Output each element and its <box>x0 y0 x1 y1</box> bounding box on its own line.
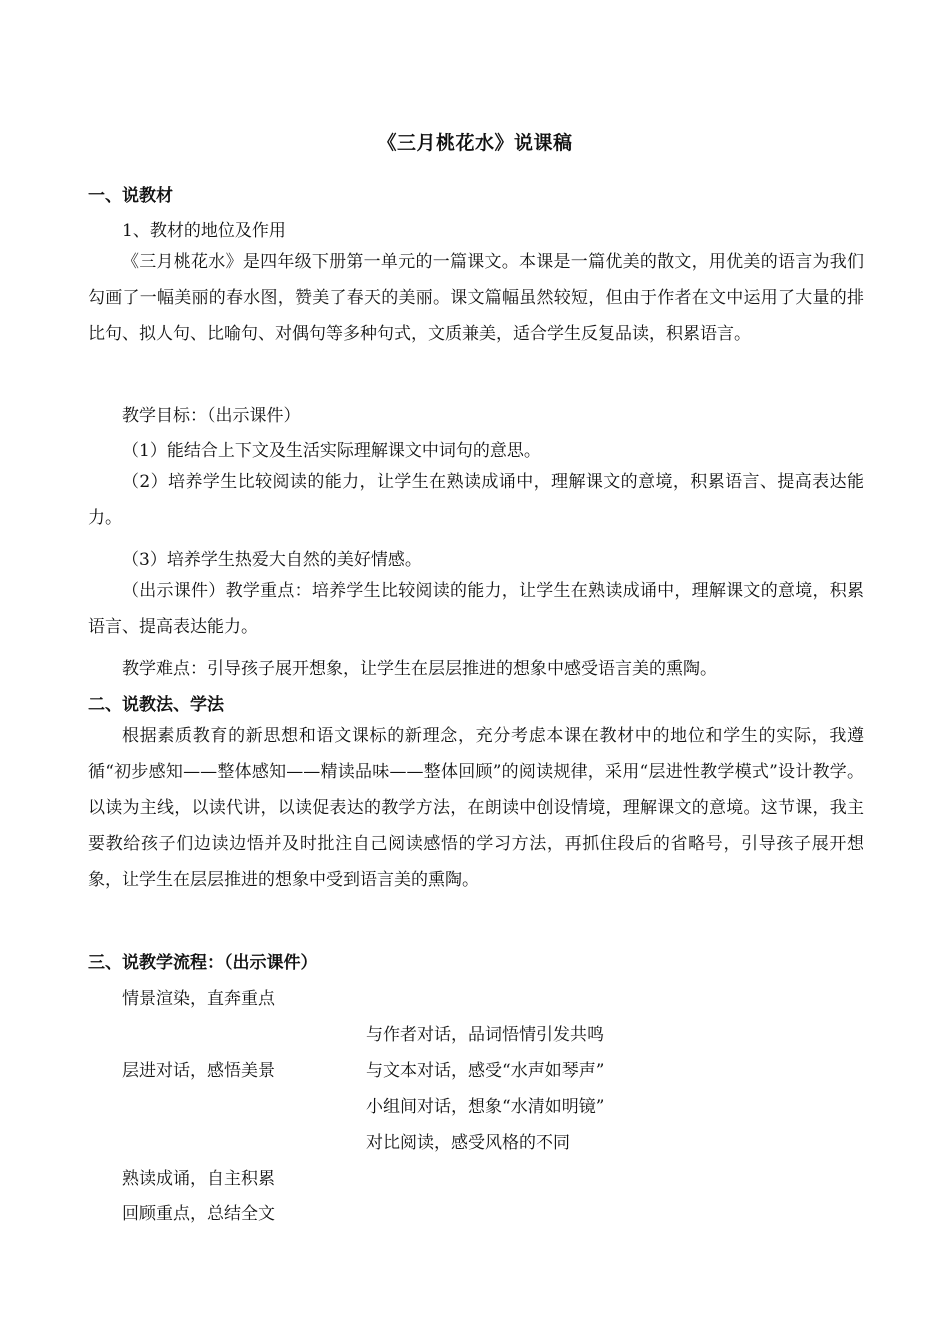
paragraph-methods: 根据素质教育的新思想和语文课标的新理念，充分考虑本课在教材中的地位和学生的实际，我遵循“初步感知——整体感知——精读品味——整体回顾”的阅读规律，采用“层进性教学模式”设计教学。以读为主线，以读代讲，以读促表达的教学方法，在朗读中创设情境，理解课文的意境。这节课，我主要教给孩子们边读边悟并及时批注自己阅读感悟的学习方法，再抓住段后的省略号，引导孩子展开想象，让学生在层层推进的想象中受到语言美的熏陶。 <box>88 726 864 890</box>
flow-step-4: 回顾重点，总结全文 <box>122 1204 275 1224</box>
flow-sub-step-1: 与作者对话，品词悟情引发共鸣 <box>366 1025 604 1045</box>
section-heading-teaching-flow: 三、说教学流程：（出示课件） <box>88 953 318 973</box>
flow-sub-step-2: 与文本对话，感受“水声如琴声” <box>366 1061 605 1081</box>
flow-step-3: 熟读成诵，自主积累 <box>122 1169 275 1189</box>
flow-sub-step-4: 对比阅读，感受风格的不同 <box>366 1133 570 1153</box>
page-title: 《三月桃花水》说课稿 <box>377 132 573 154</box>
flow-step-1: 情景渲染，直奔重点 <box>122 989 275 1009</box>
section-heading-teaching-material: 一、说教材 <box>88 186 173 206</box>
teaching-goal-1: （1）能结合上下文及生活实际理解课文中词句的意思。 <box>122 441 541 461</box>
flow-step-2: 层进对话，感悟美景 <box>122 1061 275 1081</box>
teaching-goal-2: （2）培养学生比较阅读的能力，让学生在熟读成诵中，理解课文的意境，积累语言、提高表达能力。 <box>88 472 864 528</box>
teaching-key-point: （出示课件）教学重点：培养学生比较阅读的能力，让学生在熟读成诵中，理解课文的意境，积累语言、提高表达能力。 <box>88 581 864 637</box>
subheading-material-role: 1、教材的地位及作用 <box>122 221 286 241</box>
section-heading-methods: 二、说教法、学法 <box>88 695 224 715</box>
teaching-goals-label: 教学目标：（出示课件） <box>122 406 301 426</box>
paragraph-material-intro: 《三月桃花水》是四年级下册第一单元的一篇课文。本课是一篇优美的散文，用优美的语言为我们勾画了一幅美丽的春水图，赞美了春天的美丽。课文篇幅虽然较短，但由于作者在文中运用了大量的排比句、拟人句、比喻句、对偶句等多种句式，文质兼美，适合学生反复品读，积累语言。 <box>88 252 864 344</box>
flow-sub-step-3: 小组间对话，想象“水清如明镜” <box>366 1097 605 1117</box>
teaching-goal-3: （3）培养学生热爱大自然的美好情感。 <box>122 550 422 570</box>
teaching-difficulty: 教学难点：引导孩子展开想象，让学生在层层推进的想象中感受语言美的熏陶。 <box>122 659 717 679</box>
